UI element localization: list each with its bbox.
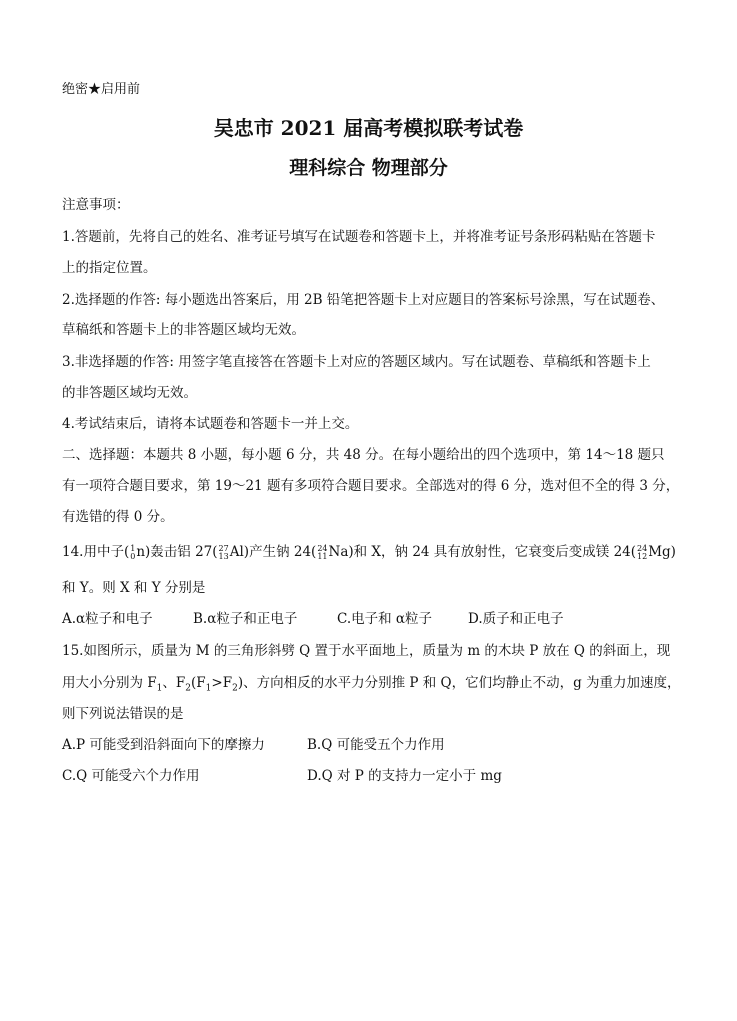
q15-text-b: 、F <box>162 675 186 691</box>
notice-item-1-line-1: 1.答题前，先将自己的姓名、准考证号填写在试题卷和答题卡上，并将准考证号条形码粘贴在答题卡 <box>62 229 656 245</box>
q14-text-1: 14.用中子( <box>62 544 130 560</box>
exam-subtitle: 理科综合 物理部分 <box>289 157 448 179</box>
q15-line-2 <box>62 673 681 693</box>
q15-option-c: C.Q 可能受六个力作用 <box>62 768 200 784</box>
notice-item-3-line-1: 3.非选择题的作答: 用签字笔直接答在答题卡上对应的答题区域内。写在试题卷、草稿纸和答题卡上 <box>62 354 651 370</box>
notice-item-4: 4.考试结束后，请将本试题卷和答题卡一并上交。 <box>62 416 359 432</box>
aluminum-mass-number: 27 <box>218 543 229 553</box>
f2-subscript: 2 <box>185 683 192 694</box>
q15-line-3: 则下列说法错误的是 <box>62 706 184 722</box>
q14-text-2: n)轰击铝 27( <box>136 544 218 560</box>
q14-option-c: C.电子和 α粒子 <box>337 611 433 627</box>
q14-option-b: B.α粒子和正电子 <box>193 611 298 627</box>
notice-item-3-line-2: 的非答题区域均无效。 <box>62 385 197 401</box>
q14-option-d: D.质子和正电子 <box>468 611 564 627</box>
neutron-atomic-number: 0 <box>130 551 136 561</box>
q14-text-5: Mg) <box>648 544 676 560</box>
notice-item-2-line-1: 2.选择题的作答: 每小题选出答案后，用 2B 铅笔把答题卡上对应题目的答案标号涂黑，写在试题卷、 <box>62 292 665 308</box>
f2-subscript-compare: 2 <box>232 683 238 694</box>
exam-title: 吴忠市 2021 届高考模拟联考试卷 <box>213 116 524 140</box>
neutron-mass-number: 1 <box>130 543 136 553</box>
q14-line-1 <box>62 542 676 562</box>
magnesium-mass-number: 24 <box>637 543 648 553</box>
neutron-nuclide <box>130 545 135 561</box>
q15-text-d: >F <box>211 675 233 691</box>
q15-text-a: 用大小分别为 F <box>62 675 157 691</box>
q15-option-d: D.Q 对 P 的支持力一定小于 mg <box>307 768 502 784</box>
f1-subscript-compare: 1 <box>205 683 212 694</box>
sodium-nuclide <box>317 545 327 561</box>
q15-text-e: )、方向相反的水平力分别推 P 和 Q，它们均静止不动，g 为重力加速度， <box>237 675 681 691</box>
f1-subscript: 1 <box>156 683 163 694</box>
q15-line-1: 15.如图所示，质量为 M 的三角形斜劈 Q 置于水平面地上，质量为 m 的木块 P 放在 Q 的斜面上，现 <box>62 643 671 659</box>
section2-line-2: 有一项符合题目要求，第 19～21 题有多项符合题目要求。全部选对的得 6 分，选对但不全的得 3 分， <box>62 478 680 494</box>
q14-text-3: Al)产生钠 24( <box>229 544 317 560</box>
section2-line-3: 有选错的得 0 分。 <box>62 509 174 525</box>
magnesium-atomic-number: 12 <box>637 551 648 561</box>
notice-item-1-line-2: 上的指定位置。 <box>62 260 157 276</box>
notice-item-2-line-2: 草稿纸和答题卡上的非答题区域均无效。 <box>62 322 305 338</box>
sodium-atomic-number: 11 <box>317 551 328 561</box>
notice-heading: 注意事项： <box>62 197 130 213</box>
q15-text-c: (F <box>191 675 206 691</box>
secret-label: 绝密★启用前 <box>62 82 141 97</box>
magnesium-nuclide <box>637 545 647 561</box>
section2-line-1: 二、选择题：本题共 8 小题，每小题 6 分，共 48 分。在每小题给出的四个选项中，第 14～18 题只 <box>62 447 665 463</box>
q14-option-a: A.α粒子和电子 <box>62 611 153 627</box>
q14-text-4: Na)和 X，钠 24 具有放射性，它衰变后变成镁 24( <box>328 544 637 560</box>
q15-option-b: B.Q 可能受五个力作用 <box>307 737 445 753</box>
aluminum-nuclide <box>219 545 229 561</box>
q14-line-2: 和 Y。则 X 和 Y 分别是 <box>62 580 206 596</box>
aluminum-atomic-number: 13 <box>218 551 229 561</box>
q15-option-a: A.P 可能受到沿斜面向下的摩擦力 <box>62 737 265 753</box>
sodium-mass-number: 24 <box>317 543 328 553</box>
